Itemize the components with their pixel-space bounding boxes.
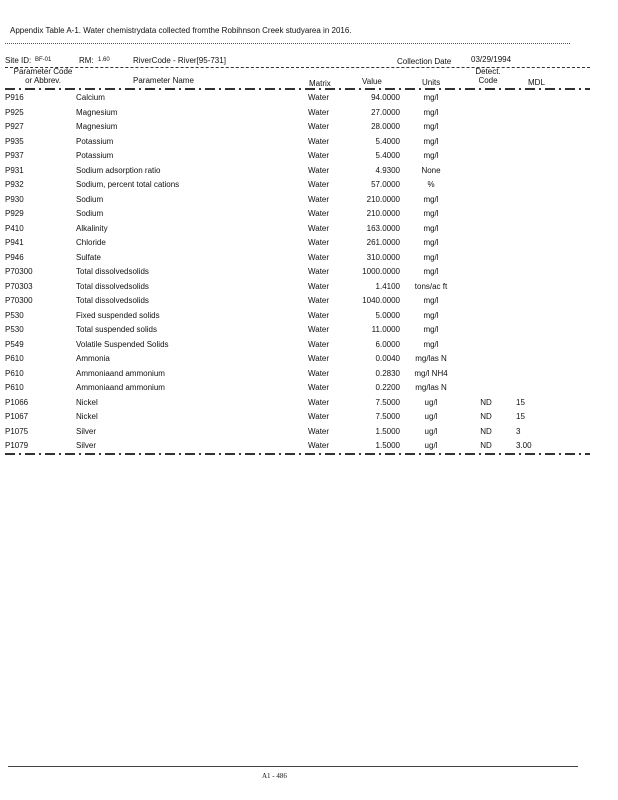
cell-units: mg/l (423, 339, 439, 349)
rm-label: RM: (79, 56, 94, 65)
cell-units: mg/l (423, 310, 439, 320)
rm-value: 1.60 (98, 57, 110, 63)
table-row (0, 369, 618, 384)
cell-param-name: Potassium (76, 136, 114, 146)
cell-value: 57.0000 (371, 180, 400, 189)
table-row (0, 93, 618, 108)
table-row (0, 195, 618, 210)
cell-detect-code: ND (480, 441, 492, 450)
cell-param-code: P1067 (5, 412, 29, 421)
river-code: RiverCode - River[95-731] (133, 56, 226, 65)
cell-param-code: P70300 (5, 296, 33, 305)
cell-value: 11.0000 (371, 325, 400, 334)
cell-matrix: Water (308, 180, 330, 189)
cell-detect-code: ND (480, 397, 492, 407)
table-end-divider (5, 453, 590, 455)
title-divider (5, 43, 570, 44)
cell-param-name: Sodium adsorption ratio (76, 165, 161, 175)
column-header-name: Parameter Name (133, 76, 194, 85)
table-row (0, 383, 618, 398)
cell-param-code: P941 (5, 238, 24, 247)
column-header-value: Value (362, 77, 382, 86)
column-header-code (8, 67, 78, 85)
cell-matrix: Water (308, 252, 330, 262)
table-row (0, 427, 618, 442)
cell-units: mg/l (423, 252, 439, 262)
cell-value: 6.0000 (375, 339, 400, 349)
cell-value: 210.0000 (366, 209, 400, 218)
cell-param-name: Total suspended solids (76, 325, 157, 334)
table-row (0, 238, 618, 253)
collection-date-value: 03/29/1994 (471, 55, 512, 64)
cell-param-name: Sodium (76, 209, 104, 218)
cell-units: mg/l (423, 107, 439, 117)
cell-param-name: Nickel (76, 412, 98, 421)
cell-units: ug/l (424, 426, 438, 436)
column-header-matrix: Matrix (309, 79, 331, 88)
cell-value: 0.0040 (375, 354, 400, 363)
cell-param-name: Silver (76, 426, 97, 436)
cell-units: mg/l (423, 122, 439, 131)
cell-value: 261.0000 (366, 238, 400, 247)
table-row (0, 151, 618, 166)
cell-detect-code: ND (480, 412, 492, 421)
cell-value: 5.0000 (375, 310, 400, 320)
cell-value: 0.2200 (375, 383, 400, 392)
cell-param-name: Total dissolvedsolids (76, 296, 149, 305)
table-row (0, 311, 618, 326)
column-header-units: Units (422, 78, 441, 87)
cell-value: 94.0000 (371, 93, 400, 102)
column-header-divider (5, 88, 590, 90)
cell-matrix: Water (308, 426, 330, 436)
cell-value: 27.0000 (371, 107, 400, 117)
table-row (0, 108, 618, 123)
cell-matrix: Water (308, 267, 330, 276)
cell-value: 5.4000 (375, 151, 400, 160)
cell-units: mg/l (423, 325, 439, 334)
column-header-detect-line1: Detect. (475, 67, 501, 76)
cell-units: mg/l (423, 223, 439, 233)
cell-units: None (421, 165, 441, 175)
cell-param-code: P70300 (5, 267, 33, 276)
collection-date-label: Collection Date (397, 57, 452, 66)
cell-param-code: P530 (5, 325, 24, 334)
cell-units: mg/l (423, 93, 439, 102)
table-row (0, 340, 618, 355)
cell-matrix: Water (308, 238, 330, 247)
cell-mdl: 3 (516, 426, 521, 436)
cell-param-name: Fixed suspended solids (76, 310, 160, 320)
cell-matrix: Water (308, 354, 330, 363)
cell-param-code: P549 (5, 339, 24, 349)
column-header-detect (473, 67, 503, 85)
cell-matrix: Water (308, 209, 330, 218)
cell-param-code: P925 (5, 107, 24, 117)
table-row (0, 209, 618, 224)
cell-mdl: 15 (516, 412, 525, 421)
cell-units: ug/l (424, 397, 438, 407)
cell-matrix: Water (308, 281, 330, 291)
cell-param-code: P610 (5, 368, 24, 378)
cell-param-name: Chloride (76, 238, 106, 247)
cell-param-name: Silver (76, 441, 97, 450)
table-row (0, 282, 618, 297)
cell-units: mg/l (423, 267, 439, 276)
cell-matrix: Water (308, 165, 330, 175)
cell-param-code: P931 (5, 165, 24, 175)
cell-param-name: Ammoniaand ammonium (76, 383, 165, 392)
cell-param-code: P1066 (5, 397, 29, 407)
cell-value: 163.0000 (366, 223, 400, 233)
cell-param-name: Magnesium (76, 122, 118, 131)
cell-value: 4.9300 (375, 165, 400, 175)
cell-matrix: Water (308, 339, 330, 349)
cell-value: 28.0000 (371, 122, 400, 131)
cell-mdl: 15 (516, 397, 525, 407)
table-row (0, 180, 618, 195)
cell-param-name: Ammonia (76, 354, 110, 363)
cell-matrix: Water (308, 325, 330, 334)
cell-value: 1.5000 (375, 441, 400, 450)
table-row (0, 325, 618, 340)
cell-value: 0.2830 (375, 368, 400, 378)
cell-param-name: Potassium (76, 151, 114, 160)
cell-units: mg/l (423, 194, 439, 204)
cell-units: ug/l (424, 412, 438, 421)
cell-value: 210.0000 (366, 194, 400, 204)
cell-param-code: P946 (5, 252, 24, 262)
cell-matrix: Water (308, 122, 330, 131)
cell-param-code: P1079 (5, 441, 29, 450)
cell-param-code: P937 (5, 151, 24, 160)
column-header-code-line2: or Abbrev. (25, 76, 61, 85)
cell-matrix: Water (308, 383, 330, 392)
cell-value: 310.0000 (366, 252, 400, 262)
cell-matrix: Water (308, 397, 330, 407)
cell-mdl: 3.00 (516, 441, 532, 450)
cell-param-name: Total dissolvedsolids (76, 267, 149, 276)
table-row (0, 296, 618, 311)
cell-value: 7.5000 (375, 412, 400, 421)
cell-value: 1.5000 (375, 426, 400, 436)
cell-units: mg/l NH4 (414, 368, 448, 378)
cell-param-name: Calcium (76, 93, 105, 102)
cell-param-name: Nickel (76, 397, 98, 407)
site-id-label: Site ID: (5, 56, 32, 65)
table-title: Appendix Table A-1. Water chemistrydata collected fromthe Robihnson Creek studyarea in 2016. (10, 26, 352, 35)
cell-param-code: P610 (5, 383, 24, 392)
cell-value: 5.4000 (375, 136, 400, 146)
table-row (0, 224, 618, 239)
table-row (0, 267, 618, 282)
cell-param-name: Sodium (76, 194, 104, 204)
cell-param-code: P410 (5, 223, 24, 233)
cell-param-code: P916 (5, 93, 24, 102)
cell-param-name: Volatile Suspended Solids (76, 339, 169, 349)
cell-param-code: P70303 (5, 281, 33, 291)
column-header-code-line1: Parameter Code (13, 67, 73, 76)
table-row (0, 354, 618, 369)
cell-param-name: Total dissolvedsolids (76, 281, 149, 291)
cell-units: mg/las N (415, 354, 447, 363)
cell-param-code: P935 (5, 136, 24, 146)
cell-param-name: Sulfate (76, 252, 101, 262)
cell-units: mg/l (423, 151, 439, 160)
cell-matrix: Water (308, 93, 330, 102)
footer-divider (8, 766, 578, 767)
column-header-detect-line2: Code (478, 76, 498, 85)
cell-param-code: P530 (5, 310, 24, 320)
table-row (0, 412, 618, 427)
cell-units: mg/l (423, 238, 439, 247)
table-row (0, 122, 618, 137)
cell-matrix: Water (308, 136, 330, 146)
cell-param-name: Ammoniaand ammonium (76, 368, 165, 378)
cell-value: 7.5000 (375, 397, 400, 407)
cell-matrix: Water (308, 194, 330, 204)
page-number: A1 - 486 (262, 772, 287, 780)
cell-param-code: P929 (5, 209, 24, 218)
table-row (0, 253, 618, 268)
cell-units: mg/l (423, 136, 439, 146)
cell-param-code: P610 (5, 354, 24, 363)
cell-matrix: Water (308, 296, 330, 305)
cell-units: mg/las N (415, 383, 447, 392)
cell-param-name: Alkalinity (76, 223, 108, 233)
table-row (0, 398, 618, 413)
cell-units: mg/l (423, 296, 439, 305)
cell-matrix: Water (308, 107, 330, 117)
cell-matrix: Water (308, 151, 330, 160)
table-row (0, 137, 618, 152)
cell-param-code: P930 (5, 194, 24, 204)
site-id-value: BF-01 (35, 57, 52, 63)
cell-units: ug/l (424, 441, 438, 450)
table-row (0, 166, 618, 181)
cell-value: 1040.0000 (362, 296, 400, 305)
cell-units: mg/l (423, 209, 439, 218)
cell-value: 1000.0000 (362, 267, 400, 276)
cell-units: % (427, 180, 435, 189)
cell-matrix: Water (308, 368, 330, 378)
cell-param-code: P927 (5, 122, 24, 131)
cell-value: 1.4100 (375, 281, 400, 291)
cell-units: tons/ac ft (414, 281, 448, 291)
cell-matrix: Water (308, 223, 330, 233)
cell-matrix: Water (308, 441, 330, 450)
column-header-mdl: MDL (528, 78, 545, 87)
cell-matrix: Water (308, 412, 330, 421)
cell-matrix: Water (308, 310, 330, 320)
cell-param-name: Sodium, percent total cations (76, 180, 180, 189)
cell-param-name: Magnesium (76, 107, 118, 117)
cell-param-code: P932 (5, 180, 24, 189)
cell-detect-code: ND (480, 426, 492, 436)
cell-param-code: P1075 (5, 426, 29, 436)
